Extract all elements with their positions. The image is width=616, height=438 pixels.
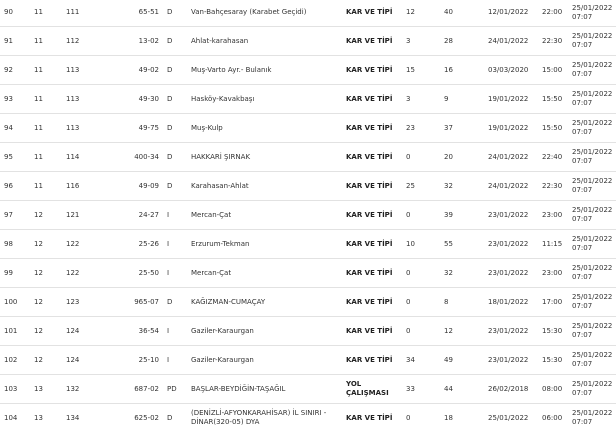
updated-cell: 25/01/2022 07:07: [568, 56, 616, 85]
reason-cell: KAR VE TİPİ: [342, 172, 402, 201]
row-number-cell: 104: [0, 404, 30, 433]
branch-cell: 124: [62, 317, 100, 346]
time-cell: 22:30: [538, 27, 568, 56]
row-number-cell: 94: [0, 114, 30, 143]
updated-cell: 25/01/2022 07:07: [568, 230, 616, 259]
route-cell: Muş-Varto Ayr.- Bulanık: [187, 56, 342, 85]
start-km-cell: 10: [402, 230, 440, 259]
start-km-cell: 12: [402, 0, 440, 27]
region-cell: 12: [30, 317, 62, 346]
table-row: [0, 172, 616, 201]
road-type-cell: D: [163, 0, 187, 27]
region-cell: 12: [30, 259, 62, 288]
route-cell: Mercan-Çat: [187, 259, 342, 288]
road-code-cell: 49-02: [100, 56, 163, 85]
branch-cell: 121: [62, 201, 100, 230]
road-code-cell: 65-51: [100, 0, 163, 27]
route-cell: Mercan-Çat: [187, 201, 342, 230]
updated-cell: 25/01/2022 07:07: [568, 85, 616, 114]
table-row: [0, 317, 616, 346]
row-number-cell: 100: [0, 288, 30, 317]
start-km-cell: 0: [402, 201, 440, 230]
time-cell: 15:50: [538, 114, 568, 143]
row-number-cell: 102: [0, 346, 30, 375]
updated-cell: 25/01/2022 07:07: [568, 143, 616, 172]
row-number-cell: 95: [0, 143, 30, 172]
region-cell: 13: [30, 404, 62, 433]
region-cell: 11: [30, 56, 62, 85]
road-type-cell: D: [163, 27, 187, 56]
route-cell: Muş-Kulp: [187, 114, 342, 143]
branch-cell: 134: [62, 404, 100, 433]
time-cell: 23:00: [538, 259, 568, 288]
region-cell: 12: [30, 201, 62, 230]
reason-cell: KAR VE TİPİ: [342, 288, 402, 317]
branch-cell: 113: [62, 56, 100, 85]
road-code-cell: 687-02: [100, 375, 163, 404]
route-cell: Karahasan-Ahlat: [187, 172, 342, 201]
reason-cell: KAR VE TİPİ: [342, 114, 402, 143]
region-cell: 11: [30, 114, 62, 143]
table-row: [0, 56, 616, 85]
road-type-cell: D: [163, 114, 187, 143]
road-type-cell: D: [163, 85, 187, 114]
date-cell: 23/01/2022: [484, 317, 538, 346]
road-code-cell: 36-54: [100, 317, 163, 346]
start-km-cell: 0: [402, 143, 440, 172]
end-km-cell: 9: [440, 85, 484, 114]
table-row: [0, 346, 616, 375]
time-cell: 22:30: [538, 172, 568, 201]
row-number-cell: 98: [0, 230, 30, 259]
table-row: [0, 288, 616, 317]
row-number-cell: 97: [0, 201, 30, 230]
updated-cell: 25/01/2022 07:07: [568, 288, 616, 317]
branch-cell: 132: [62, 375, 100, 404]
region-cell: 11: [30, 0, 62, 27]
table-row: [0, 230, 616, 259]
time-cell: 11:15: [538, 230, 568, 259]
road-type-cell: D: [163, 172, 187, 201]
end-km-cell: 32: [440, 172, 484, 201]
date-cell: 24/01/2022: [484, 143, 538, 172]
region-cell: 11: [30, 27, 62, 56]
end-km-cell: 55: [440, 230, 484, 259]
date-cell: 23/01/2022: [484, 230, 538, 259]
date-cell: 25/01/2022: [484, 404, 538, 433]
end-km-cell: 44: [440, 375, 484, 404]
end-km-cell: 40: [440, 0, 484, 27]
date-cell: 19/01/2022: [484, 114, 538, 143]
reason-cell: KAR VE TİPİ: [342, 317, 402, 346]
reason-cell: KAR VE TİPİ: [342, 346, 402, 375]
region-cell: 11: [30, 172, 62, 201]
route-cell: Gaziler-Karaurgan: [187, 317, 342, 346]
start-km-cell: 0: [402, 288, 440, 317]
branch-cell: 122: [62, 259, 100, 288]
date-cell: 24/01/2022: [484, 172, 538, 201]
start-km-cell: 0: [402, 259, 440, 288]
updated-cell: 25/01/2022 07:07: [568, 317, 616, 346]
updated-cell: 25/01/2022 07:07: [568, 259, 616, 288]
branch-cell: 116: [62, 172, 100, 201]
route-cell: Hasköy-Kavakbaşı: [187, 85, 342, 114]
time-cell: 22:40: [538, 143, 568, 172]
road-code-cell: 25-50: [100, 259, 163, 288]
start-km-cell: 0: [402, 404, 440, 433]
time-cell: 15:50: [538, 85, 568, 114]
table-row: [0, 201, 616, 230]
start-km-cell: 33: [402, 375, 440, 404]
road-code-cell: 49-30: [100, 85, 163, 114]
date-cell: 18/01/2022: [484, 288, 538, 317]
end-km-cell: 18: [440, 404, 484, 433]
reason-cell: KAR VE TİPİ: [342, 259, 402, 288]
time-cell: 15:30: [538, 346, 568, 375]
updated-cell: 25/01/2022 07:07: [568, 404, 616, 433]
table-row: [0, 404, 616, 433]
road-type-cell: D: [163, 288, 187, 317]
date-cell: 23/01/2022: [484, 201, 538, 230]
time-cell: 22:00: [538, 0, 568, 27]
date-cell: 26/02/2018: [484, 375, 538, 404]
region-cell: 11: [30, 85, 62, 114]
route-cell: Gaziler-Karaurgan: [187, 346, 342, 375]
road-type-cell: I: [163, 259, 187, 288]
time-cell: 15:00: [538, 56, 568, 85]
road-code-cell: 25-10: [100, 346, 163, 375]
row-number-cell: 101: [0, 317, 30, 346]
region-cell: 12: [30, 288, 62, 317]
updated-cell: 25/01/2022 07:07: [568, 172, 616, 201]
table-row: [0, 114, 616, 143]
road-code-cell: 25-26: [100, 230, 163, 259]
date-cell: 19/01/2022: [484, 85, 538, 114]
row-number-cell: 99: [0, 259, 30, 288]
road-type-cell: I: [163, 346, 187, 375]
road-type-cell: I: [163, 317, 187, 346]
date-cell: 23/01/2022: [484, 259, 538, 288]
table-row: [0, 27, 616, 56]
road-code-cell: 24-27: [100, 201, 163, 230]
road-type-cell: D: [163, 404, 187, 433]
reason-cell: KAR VE TİPİ: [342, 404, 402, 433]
row-number-cell: 92: [0, 56, 30, 85]
road-code-cell: 625-02: [100, 404, 163, 433]
road-type-cell: D: [163, 143, 187, 172]
end-km-cell: 8: [440, 288, 484, 317]
end-km-cell: 28: [440, 27, 484, 56]
road-code-cell: 965-07: [100, 288, 163, 317]
end-km-cell: 20: [440, 143, 484, 172]
row-number-cell: 91: [0, 27, 30, 56]
region-cell: 13: [30, 375, 62, 404]
start-km-cell: 25: [402, 172, 440, 201]
table-row: [0, 0, 616, 27]
time-cell: 08:00: [538, 375, 568, 404]
updated-cell: 25/01/2022 07:07: [568, 27, 616, 56]
region-cell: 12: [30, 230, 62, 259]
end-km-cell: 39: [440, 201, 484, 230]
start-km-cell: 0: [402, 317, 440, 346]
time-cell: 17:00: [538, 288, 568, 317]
road-type-cell: PD: [163, 375, 187, 404]
row-number-cell: 90: [0, 0, 30, 27]
updated-cell: 25/01/2022 07:07: [568, 0, 616, 27]
reason-cell: KAR VE TİPİ: [342, 27, 402, 56]
end-km-cell: 12: [440, 317, 484, 346]
reason-cell: YOL ÇALIŞMASI: [342, 375, 402, 404]
branch-cell: 122: [62, 230, 100, 259]
date-cell: 23/01/2022: [484, 346, 538, 375]
reason-cell: KAR VE TİPİ: [342, 56, 402, 85]
road-code-cell: 13-02: [100, 27, 163, 56]
updated-cell: 25/01/2022 07:07: [568, 346, 616, 375]
row-number-cell: 103: [0, 375, 30, 404]
date-cell: 03/03/2020: [484, 56, 538, 85]
end-km-cell: 49: [440, 346, 484, 375]
branch-cell: 111: [62, 0, 100, 27]
updated-cell: 25/01/2022 07:07: [568, 375, 616, 404]
branch-cell: 124: [62, 346, 100, 375]
table-row: [0, 259, 616, 288]
row-number-cell: 96: [0, 172, 30, 201]
table-row: [0, 85, 616, 114]
end-km-cell: 32: [440, 259, 484, 288]
time-cell: 15:30: [538, 317, 568, 346]
route-cell: KAĞIZMAN-CUMAÇAY: [187, 288, 342, 317]
route-cell: BAŞLAR-BEYDİĞİN-TAŞAĞIL: [187, 375, 342, 404]
time-cell: 23:00: [538, 201, 568, 230]
branch-cell: 113: [62, 85, 100, 114]
road-code-cell: 400-34: [100, 143, 163, 172]
start-km-cell: 23: [402, 114, 440, 143]
start-km-cell: 15: [402, 56, 440, 85]
table-row: [0, 143, 616, 172]
route-cell: Ahlat-karahasan: [187, 27, 342, 56]
start-km-cell: 3: [402, 27, 440, 56]
reason-cell: KAR VE TİPİ: [342, 0, 402, 27]
time-cell: 06:00: [538, 404, 568, 433]
branch-cell: 112: [62, 27, 100, 56]
start-km-cell: 3: [402, 85, 440, 114]
start-km-cell: 34: [402, 346, 440, 375]
branch-cell: 123: [62, 288, 100, 317]
route-cell: HAKKARİ ŞIRNAK: [187, 143, 342, 172]
road-code-cell: 49-75: [100, 114, 163, 143]
date-cell: 12/01/2022: [484, 0, 538, 27]
table-row: [0, 375, 616, 404]
road-code-cell: 49-09: [100, 172, 163, 201]
reason-cell: KAR VE TİPİ: [342, 143, 402, 172]
updated-cell: 25/01/2022 07:07: [568, 201, 616, 230]
branch-cell: 113: [62, 114, 100, 143]
region-cell: 11: [30, 143, 62, 172]
row-number-cell: 93: [0, 85, 30, 114]
road-type-cell: D: [163, 56, 187, 85]
date-cell: 24/01/2022: [484, 27, 538, 56]
reason-cell: KAR VE TİPİ: [342, 230, 402, 259]
road-type-cell: I: [163, 230, 187, 259]
end-km-cell: 16: [440, 56, 484, 85]
route-cell: (DENİZLİ-AFYONKARAHİSAR) İL SINIRI - DİNAR(320-05) DYA: [187, 404, 342, 433]
reason-cell: KAR VE TİPİ: [342, 201, 402, 230]
route-cell: Erzurum-Tekman: [187, 230, 342, 259]
reason-cell: KAR VE TİPİ: [342, 85, 402, 114]
end-km-cell: 37: [440, 114, 484, 143]
road-type-cell: I: [163, 201, 187, 230]
region-cell: 12: [30, 346, 62, 375]
updated-cell: 25/01/2022 07:07: [568, 114, 616, 143]
route-cell: Van-Bahçesaray (Karabet Geçidi): [187, 0, 342, 27]
branch-cell: 114: [62, 143, 100, 172]
